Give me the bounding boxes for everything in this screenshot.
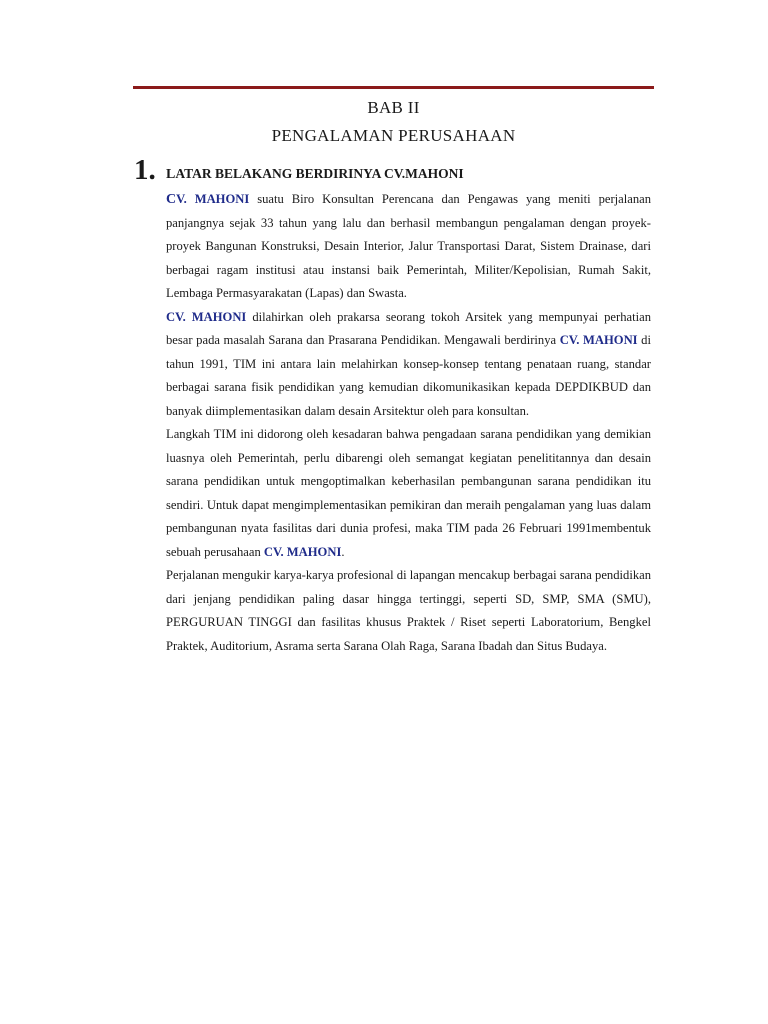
section-heading-initial: L (166, 167, 176, 182)
paragraph-3-text: Langkah TIM ini didorong oleh kesadaran bahwa pengadaan sarana pendidikan yang demikian luasnya oleh Pemerintah, perlu dibarengi oleh semangat kegiatan penelititannya dan desain sarana pendidikan untuk mengoptimalkan keberhasilan pembangunan sarana pendidikan itu sendiri. Untuk dapat mengimplementasikan pemikiran dan meraih pengalaman yang luas dalam pembangunan nyata fasilitas dari dunia profesi, maka TIM pada 26 Februari 1991membentuk sebuah perusahaan (166, 427, 651, 559)
brand-name: CV. MAHONI (559, 333, 638, 347)
chapter-label: BAB II (367, 98, 420, 117)
paragraph-3-end: . (341, 544, 345, 559)
brand-name (166, 192, 249, 206)
paragraph-2-text-a: dilahirkan oleh prakarsa seorang tokoh Arsitek yang mempunyai perhatian besar pada masalah Sarana dan Prasarana Pendidikan. Mengawali berdirinya (166, 309, 651, 347)
section-heading (166, 166, 464, 183)
body-text (166, 188, 651, 658)
section-heading-text: ATAR BELAKANG BERDIRINYA CV.MAHONI (175, 166, 464, 181)
brand-rest: V. MAHONI (176, 192, 250, 206)
brand-name: CV. MAHONI (166, 309, 247, 324)
brand-initial: C (166, 192, 177, 207)
paragraph-4 (166, 564, 651, 658)
paragraph-4-text: Perjalanan mengukir karya-karya profesional di lapangan mencakup berbagai sarana pendidikan dari jenjang pendidikan paling dasar hingga tertinggi, seperti SD, SMP, SMA (SMU), PERGURUAN TINGGI dan fasilitas khusus Praktek / Riset seperti Laboratorium, Bengkel Praktek, Auditorium, Asrama serta Sarana Olah Raga, Sarana Ibadah dan Situs Budaya. (166, 568, 652, 653)
paragraph-1 (166, 188, 651, 306)
paragraph-3 (166, 423, 651, 564)
paragraph-2-text-b: di tahun 1991, TIM ini antara lain melahirkan konsep-konsep tentang penataan ruang, standar berbagai sarana fisik pendidikan yang kemudian dikomunikasikan kepada DEPDIKBUD dan banyak diimplementasikan dalam desain Arsitektur oleh para konsultan. (166, 333, 651, 418)
paragraph-2 (166, 306, 651, 424)
chapter-title: PENGALAMAN PERUSAHAAN (271, 126, 516, 145)
header-rule (133, 86, 654, 89)
section-number: 1. (134, 154, 156, 186)
brand-name: CV. MAHONI (263, 544, 342, 559)
paragraph-1-text: suatu Biro Konsultan Perencana dan Pengawas yang meniti perjalanan panjangnya sejak 33 tahun yang lalu dan berhasil membangun pengalaman dengan proyek-proyek Bangunan Konstruksi, Desain Interior, Jalur Transportasi Darat, Sistem Drainase, dari berbagai ragam institusi atau instansi baik Pemerintah, Militer/Kepolisian, Rumah Sakit, Lembaga Permasyarakatan (Lapas) dan Swasta. (166, 192, 652, 300)
